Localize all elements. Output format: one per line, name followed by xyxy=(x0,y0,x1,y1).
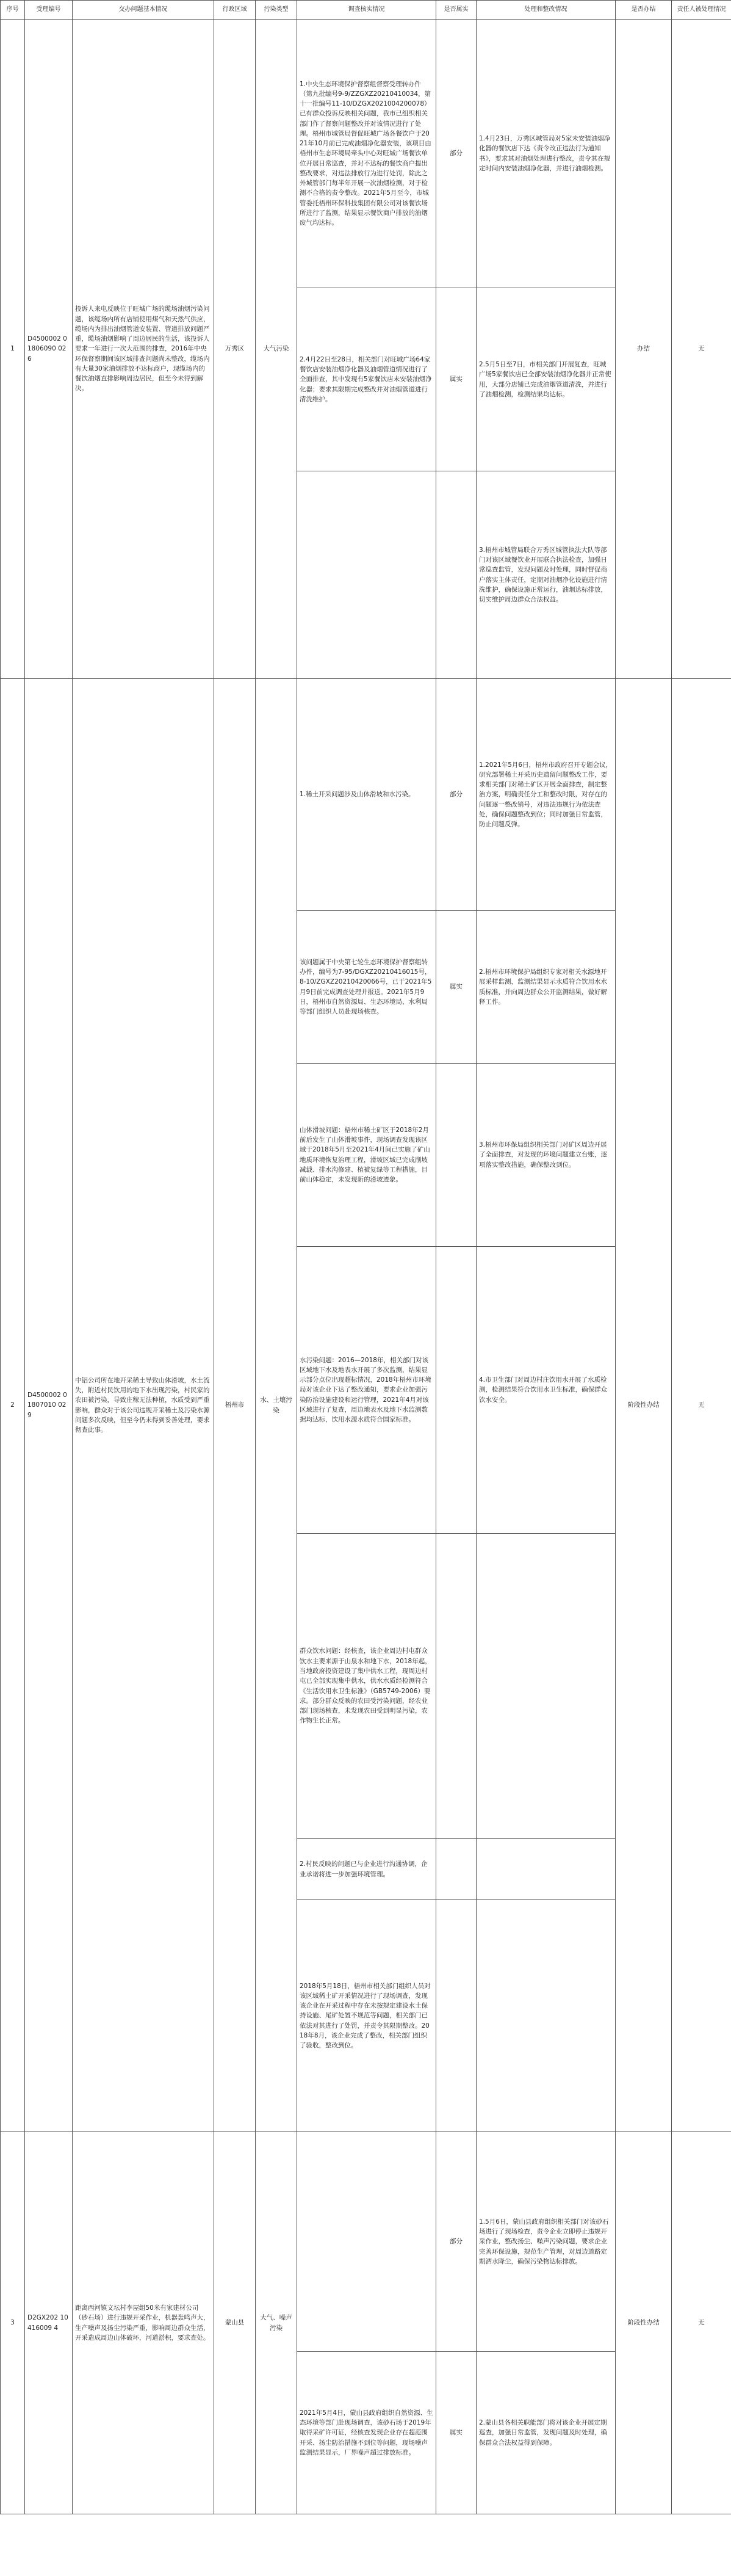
header-seq: 序号 xyxy=(1,1,25,20)
cell-id: D2GX202 10416009 4 xyxy=(25,2132,73,2514)
cell-finding: 2018年5月18日，梧州市相关部门组织人员对该区域稀土矿开采情况进行了现场调查，发现该企业在开采过程中存在未按规定建设水土保持设施、尾矿处置不规范等问题，相关部门已依法对其进行了处罚，并责令其限期整改。2018年8月，该企业完成了整改，相关部门组织了验收，整改到位。 xyxy=(297,1900,436,2132)
cell-issue: 距离西河镇文坛村李屋组50米有家建材公司（砂石场）进行违规开采作业，机器轰鸣声大，生产噪声及扬尘污染严重，影响周边群众生活，开采造成周边山体破坏，河道淤积，要求查处。 xyxy=(73,2132,214,2514)
cell-concluded: 办结 xyxy=(616,20,672,679)
cell-finding xyxy=(297,471,436,679)
cell-verdict: 部分 xyxy=(436,20,477,288)
cell-region: 万秀区 xyxy=(214,20,256,679)
cell-handling: 4.市卫生部门对周边村庄饮用水开展了水质检测，检测结果符合饮用水卫生标准，确保群众饮水安全。 xyxy=(477,1247,616,1534)
cell-finding: 山体滑坡问题：梧州市稀土矿区于2018年2月前后发生了山体滑坡事件，现场调查发现该区域于2018年5月至2021年4月间已实施了矿山地质环境恢复治理工程，滑坡区域已完成削坡减载、排水沟修建、植被复绿等工程措施，目前山体稳定，未发现新的滑坡迹象。 xyxy=(297,1064,436,1247)
cell-verdict: 属实 xyxy=(436,2352,477,2514)
cell-verdict xyxy=(436,1064,477,1247)
cell-accountability: 无 xyxy=(672,20,731,679)
cell-handling: 3.梧州市城管局联合万秀区城管执法大队等部门对该区域餐饮业开展联合执法检查，加强日常巡查监管，发现问题及时处理，同时督促商户落实主体责任，定期对油烟净化设施进行清洗维护，确保设施正常运行，油烟达标排放，切实维护周边群众合法权益。 xyxy=(477,471,616,679)
cell-region: 梧州市 xyxy=(214,679,256,2132)
cell-issue: 中铝公司所在地开采稀土导致山体滑坡，水土流失，附近村民饮用的地下水出现污染，村民家的农田被污染，导致庄稼无法种植，水质受到严重影响，群众对于该公司违规开采稀土及污染水源问题多次反映，但至今仍未得到妥善处理，要求彻查此事。 xyxy=(73,679,214,2132)
cell-finding xyxy=(297,2132,436,2352)
cell-id: D4500002 01806090 026 xyxy=(25,20,73,679)
cell-verdict xyxy=(436,1247,477,1534)
cell-finding: 2.4月22日至28日，相关部门对旺城广场64家餐饮店安装油烟净化器及油烟管道情况进行了全面排查，其中发现有5家餐饮店未安装油烟净化器；要求其限期完成整改并对油烟管道进行清洗维护。 xyxy=(297,288,436,471)
cell-handling: 1.5月6日，蒙山县政府组织相关部门对该砂石场进行了现场检查，责令企业立即停止违规开采作业，整改扬尘、噪声污染问题，要求企业完善环保设施，规范生产管理，对周边道路定期洒水降尘，确保污染物达标排放。 xyxy=(477,2132,616,2352)
cell-verdict xyxy=(436,471,477,679)
cell-verdict: 属实 xyxy=(436,911,477,1064)
table-header-row xyxy=(1,1,731,20)
cell-handling: 2.蒙山县各相关职能部门将对该企业开展定期巡查，加强日常监管，发现问题及时处理，确保群众合法权益得到保障。 xyxy=(477,2352,616,2514)
table-row xyxy=(1,2132,731,2352)
cell-finding: 群众饮水问题：经核查，该企业周边村屯群众饮水主要来源于山泉水和地下水，2018年起，当地政府投资建设了集中供水工程，现周边村屯已全部实现集中供水，供水水质经检测符合《生活饮用水卫生标准》（GB5749-2006）要求。部分群众反映的农田受污染问题，经农业部门现场核查，未发现农田受到明显污染，农作物生长正常。 xyxy=(297,1534,436,1839)
cell-handling xyxy=(477,1839,616,1900)
cell-finding: 2021年5月4日，蒙山县政府组织自然资源、生态环境等部门赴现场调查，该砂石场于2019年取得采矿许可证，经核查发现企业存在超范围开采、扬尘防治措施不到位等问题，现场噪声监测结果显示，厂界噪声超过排放标准。 xyxy=(297,2352,436,2514)
cell-finding: 水污染问题：2016—2018年，相关部门对该区域地下水及地表水开展了多次监测，结果显示部分点位出现超标情况，2018年梧州市环境局对该企业下达了整改通知，要求企业加强污染防治设施建设和运行管理，2021年4月对该区域进行了复查，周边地表水及地下水监测数据均达标，饮用水源水质符合国家标准。 xyxy=(297,1247,436,1534)
cell-concluded: 阶段性办结 xyxy=(616,679,672,2132)
cell-accountability: 无 xyxy=(672,2132,731,2514)
cell-pollution: 大气污染 xyxy=(256,20,297,679)
cell-pollution: 水、土壤污染 xyxy=(256,679,297,2132)
cell-verdict: 部分 xyxy=(436,679,477,911)
header-issue: 交办问题基本情况 xyxy=(73,1,214,20)
cell-verdict: 部分 xyxy=(436,2132,477,2352)
cell-id: D4500002 01807010 029 xyxy=(25,679,73,2132)
table-row xyxy=(1,679,731,911)
header-verdict: 是否属实 xyxy=(436,1,477,20)
cell-finding: 1.中央生态环境保护督察组督察受理转办件（第九批编号9-9/ZZGXZ20210410034，第十一批编号11-10/DZGX2021004200078）已有群众投诉反映相关问题，我市已组织相关部门作了督察问题整改并对该情况进行了处理。梧州市城管局督促旺城广场各餐饮户于2021年10月前已完成油烟净化器安装，该项目由梧州市生态环境局牵头中心对旺城广场餐饮单位开展日常巡查，并对不达标的餐饮商户提出整改要求，对违法排放行为进行处罚，除此之外城管部门每半年开展一次油烟检测，对于检测不合格的责令整改。2021年5月至今，市城管委托梧州环保科技集团有限公司对该餐饮场所进行了监测，结果显示餐饮商户排放的油烟废气均达标。 xyxy=(297,20,436,288)
cell-accountability: 无 xyxy=(672,679,731,2132)
cell-finding: 1.稀土开采问题涉及山体滑坡和水污染。 xyxy=(297,679,436,911)
header-accountability: 责任人被处理情况 xyxy=(672,1,731,20)
cell-verdict: 属实 xyxy=(436,288,477,471)
header-region: 行政区域 xyxy=(214,1,256,20)
cell-verdict xyxy=(436,1900,477,2132)
header-findings: 调查核实情况 xyxy=(297,1,436,20)
cell-handling: 1.4月23日，万秀区城管局对5家未安装油烟净化器的餐饮店下达《责令改正违法行为通知书》，要求其对油烟处理进行整改，责令其在规定时间内安装油烟净化器，并进行油烟检测。 xyxy=(477,20,616,288)
header-id: 受理编号 xyxy=(25,1,73,20)
cell-region: 蒙山县 xyxy=(214,2132,256,2514)
cell-handling xyxy=(477,1534,616,1839)
cell-issue: 投诉人来电反映位于旺城广场的缆场油烟污染问题，该缆场内所有店铺使用煤气和天然气供应，缆场内为排出油烟管道安装置、管道排放问题严重，缆场油烟影响了周边居民的生活，该投诉人要求一年进行一次大范围的排查，2016年中央环保督察期间该区域排查问题尚未整改，缆场内有大量30家油烟排放不达标商户，现缆场内的餐饮油烟直排影响周边居民，但至今未得到解决。 xyxy=(73,20,214,679)
cell-finding: 该问题属于中央第七轮生态环境保护督察组转办件，编号为7-95/DGXZ20210416015号，8-10/ZGXZ20210420066号，已于2021年5月9日前完成调查处理并报送。2021年5月9日，梧州市自然资源局、生态环境局、水利局等部门组织人员赴现场核查。 xyxy=(297,911,436,1064)
header-pollution: 污染类型 xyxy=(256,1,297,20)
cell-handling: 2.梧州市环境保护局组织专家对相关水源地开展采样监测，监测结果显示水质符合饮用水水质标准，并向周边群众公开监测结果，做好解释工作。 xyxy=(477,911,616,1064)
cell-seq: 1 xyxy=(1,20,25,679)
table-row xyxy=(1,20,731,288)
cell-handling: 1.2021年5月6日，梧州市政府召开专题会议，研究部署稀土开采历史遗留问题整改工作，要求相关部门对稀土矿区开展全面排查，制定整治方案，明确责任分工和整改时限，对存在的问题逐一整改销号，对违法违规行为依法查处，确保问题整改到位；同时加强日常监管，防止问题反弹。 xyxy=(477,679,616,911)
cell-seq: 2 xyxy=(1,679,25,2132)
cell-finding: 2.村民反映的问题已与企业进行沟通协调，企业承诺将进一步加强环境管理。 xyxy=(297,1839,436,1900)
cell-seq: 3 xyxy=(1,2132,25,2514)
cell-handling: 3.梧州市环保局组织相关部门对矿区周边开展了全面排查，对发现的环境问题建立台账，逐项落实整改措施，确保整改到位。 xyxy=(477,1064,616,1247)
cell-verdict xyxy=(436,1534,477,1839)
cell-concluded: 阶段性办结 xyxy=(616,2132,672,2514)
header-handling: 处理和整改情况 xyxy=(477,1,616,20)
header-concluded: 是否办结 xyxy=(616,1,672,20)
cell-handling xyxy=(477,1900,616,2132)
cell-verdict xyxy=(436,1839,477,1900)
cell-handling: 2.5月5日至7日，市相关部门开展复查，旺城广场5家餐饮店已全部安装油烟净化器并正常使用，大部分店铺已完成油烟管道清洗，并进行了油烟检测，检测结果均达标。 xyxy=(477,288,616,471)
cell-pollution: 大气、噪声污染 xyxy=(256,2132,297,2514)
